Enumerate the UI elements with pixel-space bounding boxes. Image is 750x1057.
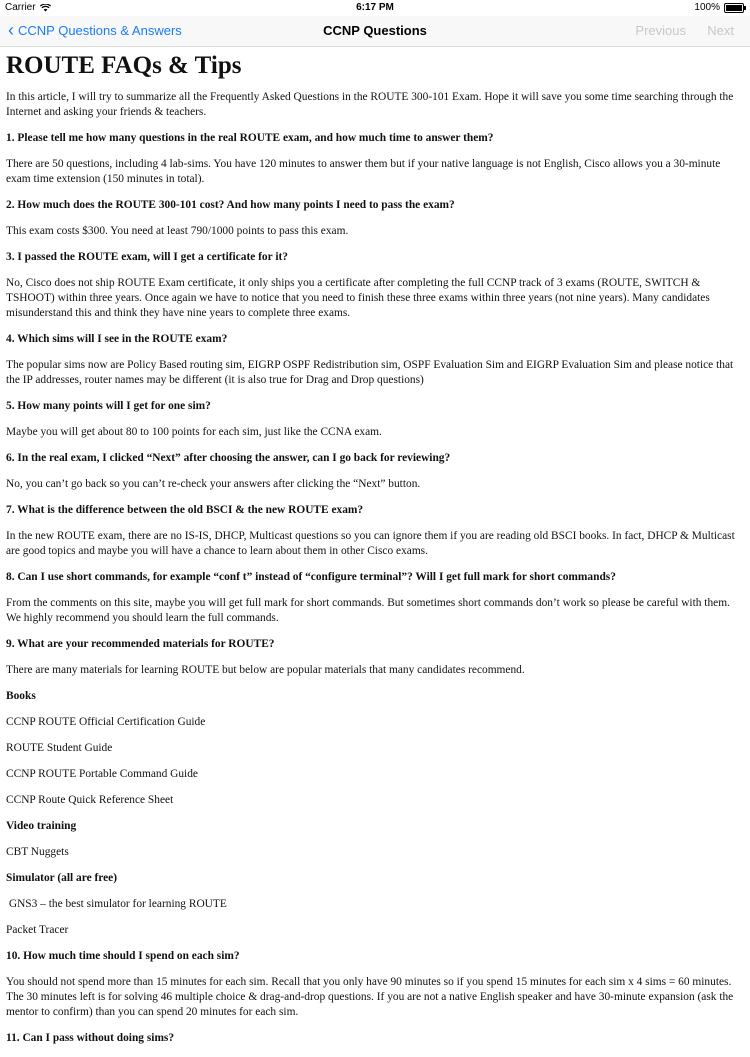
question-4: 4. Which sims will I see in the ROUTE exam? [6,333,228,345]
page-title: CCNP Questions [323,23,427,38]
question-9: 9. What are your recommended materials for ROUTE? [6,638,275,650]
book-item: ROUTE Student Guide [6,742,113,754]
question-3: 3. I passed the ROUTE exam, will I get a certificate for it? [6,251,288,263]
question-6: 6. In the real exam, I clicked “Next” after choosing the answer, can I go back for reviewing? [6,452,451,464]
simulator-heading: Simulator (all are free) [6,872,118,884]
question-5: 5. How many points will I get for one sim? [6,400,211,412]
article-content [6,52,742,1057]
clock: 6:17 PM [356,2,394,13]
answer-6: No, you can’t go back so you can’t re-check your answers after clicking the “Next” button. [6,478,421,490]
answer-7: In the new ROUTE exam, there are no IS-IS, DHCP, Multicast questions so you can ignore them if you are reading old BSCI books. In fact, DHCP & Multicast are good topics and maybe you will have a chance to learn about them in other Cisco exams. [6,530,735,557]
question-11: 11. Can I pass without doing sims? [6,1032,175,1044]
carrier-label: Carrier [5,2,36,13]
book-item: CCNP Route Quick Reference Sheet [6,794,174,806]
video-heading: Video training [6,820,77,832]
navigation-bar [0,16,750,47]
intro-paragraph: In this article, I will try to summarize all the Frequently Asked Questions in the ROUTE 300-101 Exam. Hope it will save you some time searching through the Internet and asking your friends & teachers. [6,91,734,118]
status-bar [0,0,750,16]
battery-percent: 100% [694,2,720,13]
answer-8: From the comments on this site, maybe you will get full mark for short commands. But sometimes short commands don’t work so please be careful with them. We highly recommend you should learn the full commands. [6,597,730,624]
question-7: 7. What is the difference between the old BSCI & the new ROUTE exam? [6,504,364,516]
article-title: ROUTE FAQs & Tips [6,52,242,79]
question-10: 10. How much time should I spend on each sim? [6,950,240,962]
answer-10: You should not spend more than 15 minutes for each sim. Recall that you only have 90 minutes so if you spend 15 minutes for each sim x 4 sims = 60 minutes. The 30 minutes left is for solving 46 multiple choice & drag-and-drop questions. If you are not a native English speaker and have 30-minute expansion (ask the mentor to confirm) than you can spend 20 minutes for each sim. [6,976,734,1018]
battery-icon [724,3,744,13]
answer-2: This exam costs $300. You need at least 790/1000 points to pass this exam. [6,225,349,237]
question-1: 1. Please tell me how many questions in the real ROUTE exam, and how much time to answer them? [6,132,494,144]
simulator-item: GNS3 – the best simulator for learning ROUTE [6,898,227,910]
answer-5: Maybe you will get about 80 to 100 points for each sim, just like the CCNA exam. [6,426,382,438]
video-item: CBT Nuggets [6,846,69,858]
chevron-left-icon: ‹ [8,20,14,40]
answer-3: No, Cisco does not ship ROUTE Exam certificate, it only ships you a certificate after completing the full CCNP track of 3 exams (ROUTE, SWITCH & TSHOOT) within three years. Once again we have to notice that you need to finish these three exams within three years (not nine years). Many candidates misunderstand this and think they have nine years to complete three exams. [6,277,710,319]
answer-4: The popular sims now are Policy Based routing sim, EIGRP OSPF Redistribution sim, OSPF Evaluation Sim and EIGRP Evaluation Sim and please notice that the IP addresses, router names may be different (it is also true for Drag and Drop questions) [6,359,734,386]
books-heading: Books [6,690,36,702]
answer-9: There are many materials for learning ROUTE but below are popular materials that many candidates recommend. [6,664,525,676]
book-item: CCNP ROUTE Official Certification Guide [6,716,206,728]
question-8: 8. Can I use short commands, for example “conf t” instead of “configure terminal”? Will I get full mark for short commands? [6,571,616,583]
question-2: 2. How much does the ROUTE 300-101 cost? And how many points I need to pass the exam? [6,199,455,211]
simulator-item: Packet Tracer [6,924,69,936]
previous-button[interactable]: Previous [635,23,686,38]
answer-1: There are 50 questions, including 4 lab-sims. You have 120 minutes to answer them but if your native language is not English, Cisco allows you a 30-minute exam time extension (150 minutes in total). [6,158,721,185]
back-label: CCNP Questions & Answers [18,22,182,38]
book-item: CCNP ROUTE Portable Command Guide [6,768,198,780]
battery-status [694,2,744,13]
next-button[interactable]: Next [707,23,734,38]
